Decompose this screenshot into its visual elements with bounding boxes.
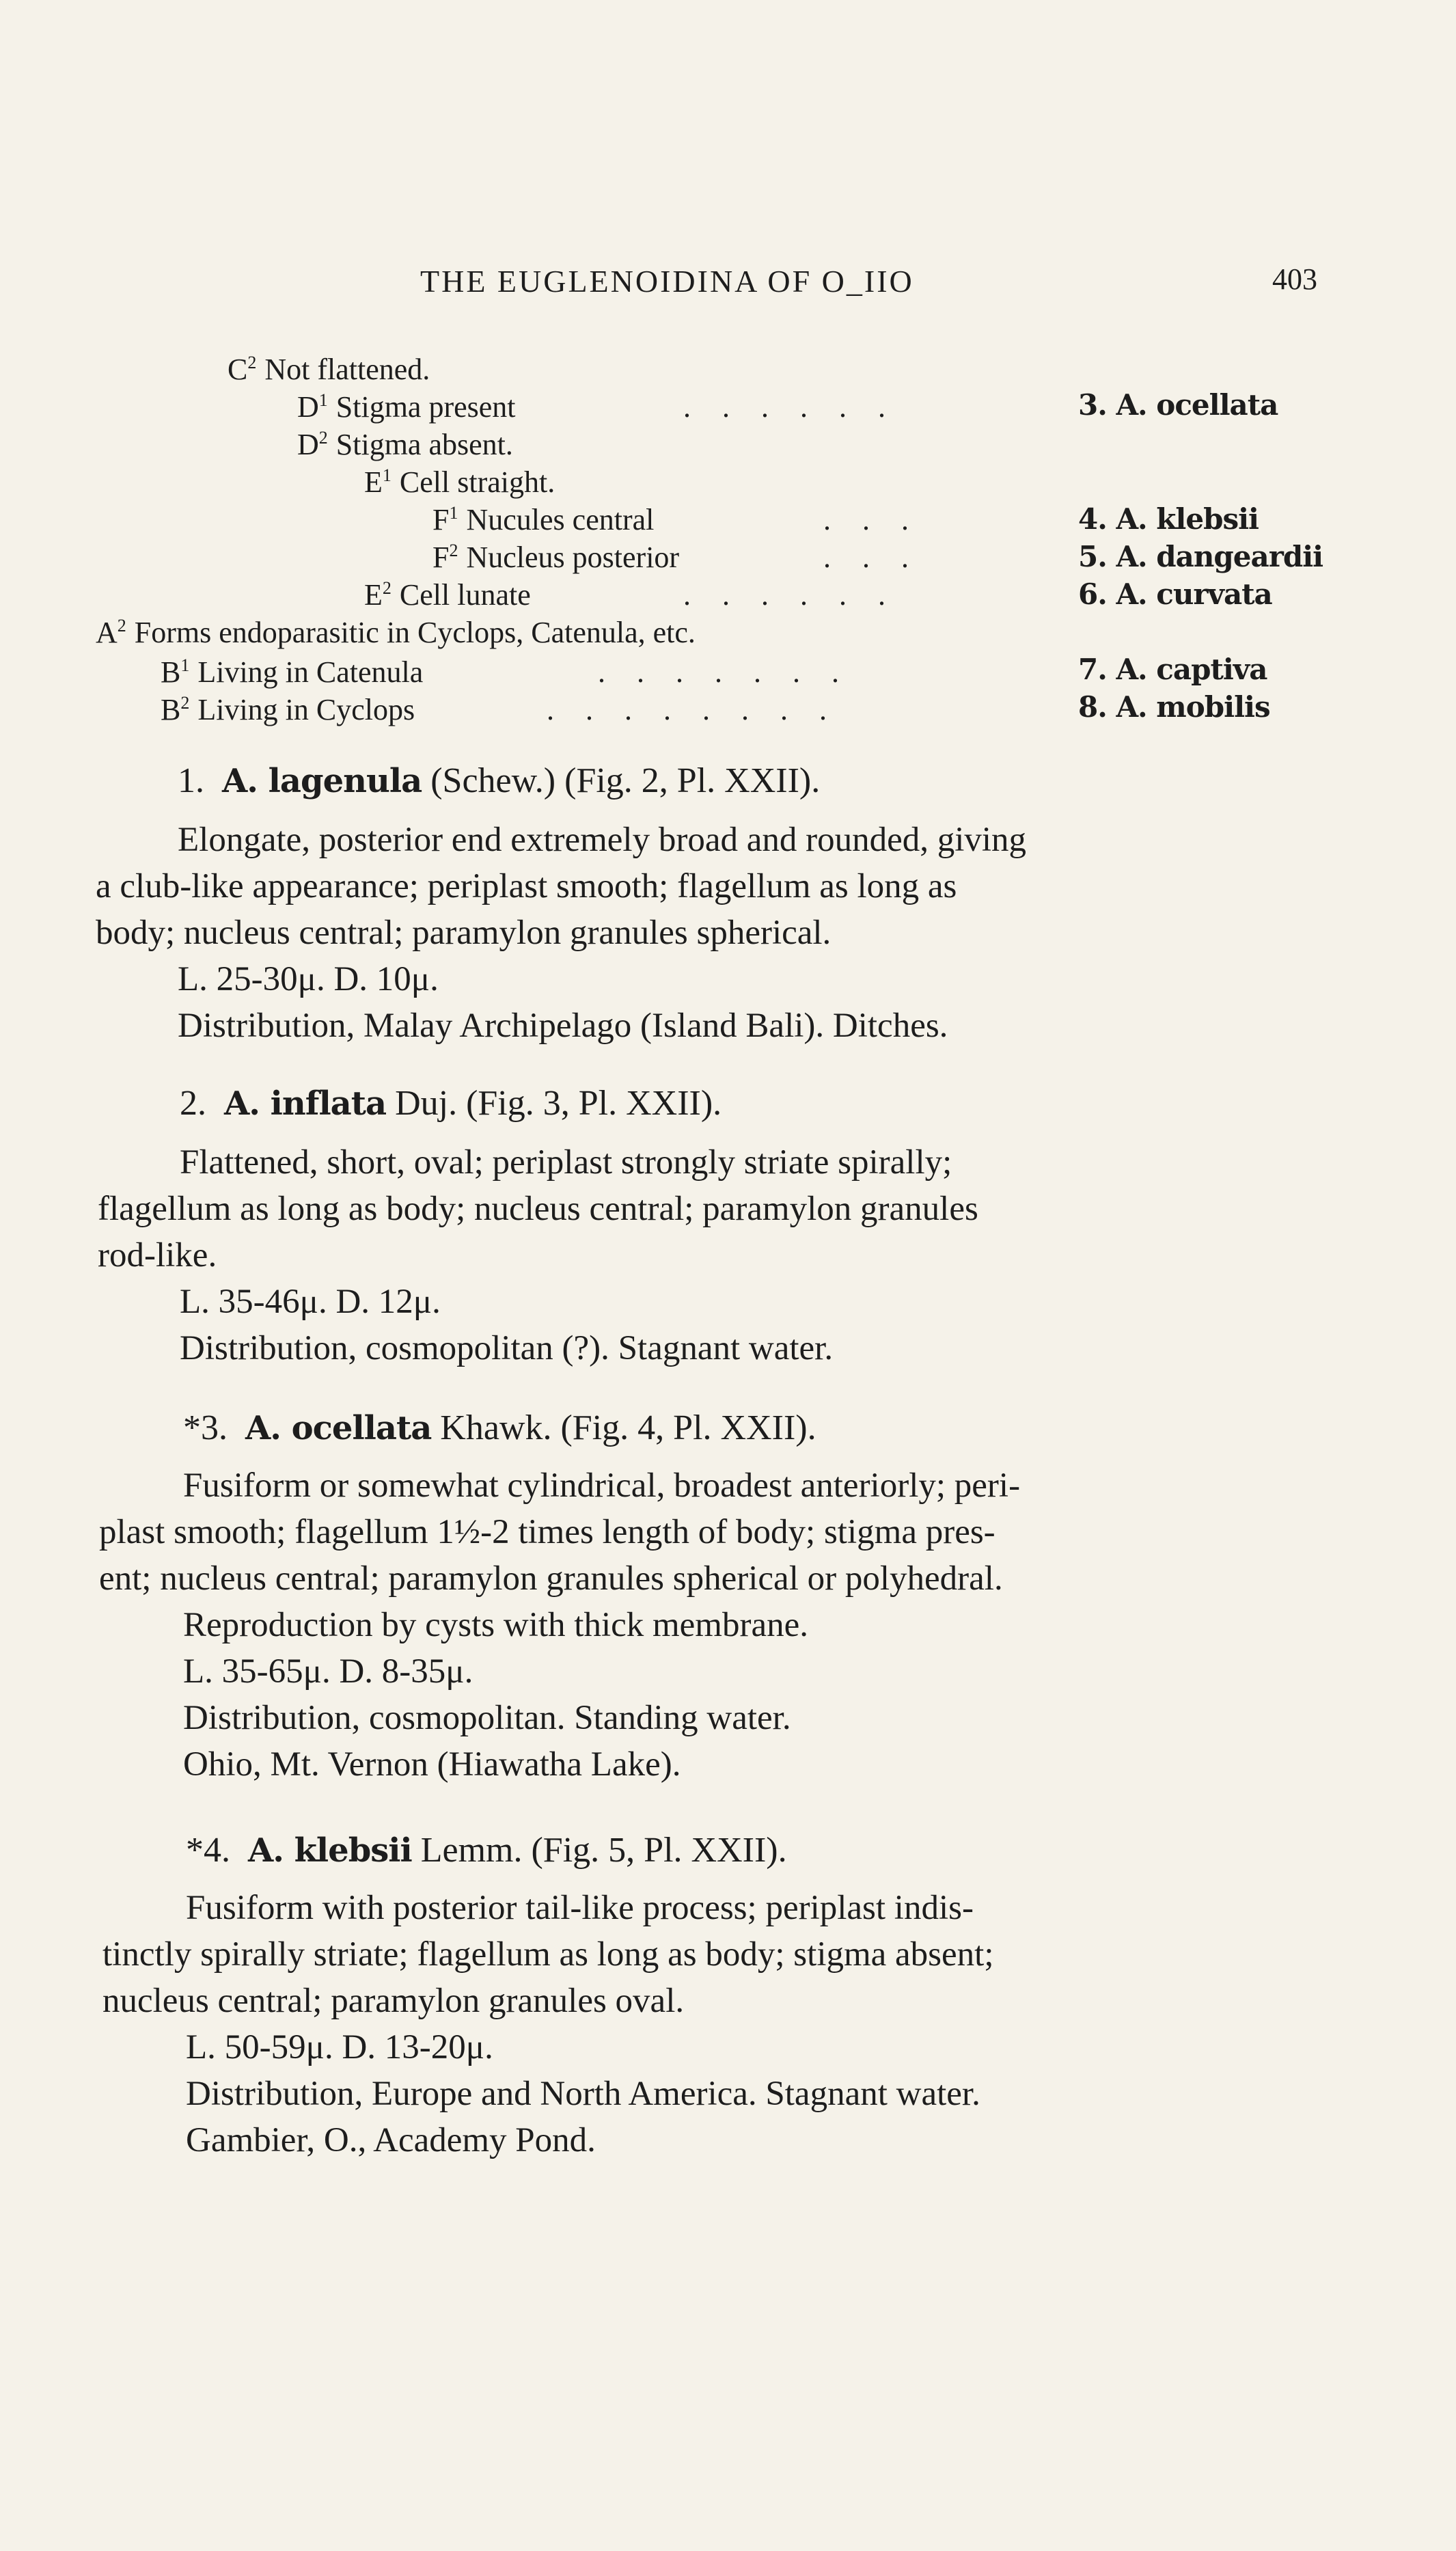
key-d1-result: 3. A. ocellata bbox=[1078, 388, 1278, 422]
key-f2-result: 5. A. dangeardii bbox=[1078, 540, 1323, 573]
key-e2-result: 6. A. curvata bbox=[1078, 577, 1272, 611]
key-e2: $E^2$ Cell lunate bbox=[364, 578, 531, 612]
page-number: 403 bbox=[1272, 262, 1317, 296]
running-head: THE EUGLENOIDINA OF O_IIO bbox=[420, 264, 914, 299]
key-c2: $C^2$ Not flattened. bbox=[228, 353, 430, 386]
key-b1-leader: ....... bbox=[598, 655, 870, 689]
description-line: Fusiform or somewhat cylindrical, broadest anteriorly; peri- bbox=[183, 1467, 1021, 1505]
description-line: tinctly spirally striate; flagellum as long as body; stigma absent; bbox=[102, 1935, 994, 1974]
key-f1: $F^1$ Nucules central bbox=[432, 503, 655, 536]
distribution: Distribution, cosmopolitan (?). Stagnant water. bbox=[180, 1329, 834, 1367]
reproduction: Reproduction by cysts with thick membrane. bbox=[183, 1606, 808, 1644]
key-b1: $B^1$ Living in Catenula bbox=[161, 655, 424, 689]
species-heading: *4. A. klebsii Lemm. (Fig. 5, Pl. XXII). bbox=[186, 1831, 787, 1870]
description-line: body; nucleus central; paramylon granules spherical. bbox=[96, 914, 832, 952]
key-e2-leader: ...... bbox=[683, 578, 917, 612]
description-line: flagellum as long as body; nucleus central; paramylon granules bbox=[98, 1190, 978, 1228]
key-b2: $B^2$ Living in Cyclops bbox=[161, 693, 415, 726]
measurements: L. 35-65μ. D. 8-35μ. bbox=[183, 1652, 473, 1691]
distribution: Distribution, Malay Archipelago (Island Bali). Ditches. bbox=[178, 1007, 948, 1045]
description-line: plast smooth; flagellum 1½-2 times length of body; stigma pres- bbox=[99, 1513, 995, 1551]
key-f1-leader: ... bbox=[823, 503, 940, 536]
description-line: a club-like appearance; periplast smooth; flagellum as long as bbox=[96, 867, 957, 905]
key-b2-result: 8. A. mobilis bbox=[1078, 690, 1270, 724]
distribution: Distribution, Europe and North America. Stagnant water. bbox=[186, 2075, 980, 2113]
key-f2: $F^2$ Nucleus posterior bbox=[432, 541, 680, 574]
key-a2: $A^2$ Forms endoparasitic in Cyclops, Catenula, etc. bbox=[96, 616, 696, 649]
locality: Ohio, Mt. Vernon (Hiawatha Lake). bbox=[183, 1745, 681, 1784]
key-d1: $D^1$ Stigma present bbox=[297, 390, 516, 424]
key-b1-result: 7. A. captiva bbox=[1078, 653, 1267, 686]
description-line: ent; nucleus central; paramylon granules spherical or polyhedral. bbox=[99, 1559, 1003, 1598]
description-line: Fusiform with posterior tail-like process; periplast indis- bbox=[186, 1889, 974, 1927]
species-heading: *3. A. ocellata Khawk. (Fig. 4, Pl. XXII). bbox=[183, 1408, 816, 1447]
species-heading: 1. A. lagenula (Schew.) (Fig. 2, Pl. XXII). bbox=[178, 761, 821, 800]
description-line: nucleus central; paramylon granules oval. bbox=[102, 1982, 685, 2020]
key-f2-leader: ... bbox=[823, 541, 940, 574]
measurements: L. 35-46μ. D. 12μ. bbox=[180, 1283, 441, 1321]
key-b2-leader: ........ bbox=[547, 693, 858, 726]
description-line: Elongate, posterior end extremely broad and rounded, giving bbox=[178, 821, 1027, 859]
measurements: L. 50-59μ. D. 13-20μ. bbox=[186, 2028, 493, 2066]
measurements: L. 25-30μ. D. 10μ. bbox=[178, 960, 439, 998]
key-f1-result: 4. A. klebsii bbox=[1078, 502, 1259, 536]
species-heading: 2. A. inflata Duj. (Fig. 3, Pl. XXII). bbox=[180, 1084, 722, 1123]
locality: Gambier, O., Academy Pond. bbox=[186, 2121, 596, 2159]
key-d2: $D^2$ Stigma absent. bbox=[297, 428, 513, 461]
key-d1-leader: ...... bbox=[683, 390, 917, 424]
description-line: Flattened, short, oval; periplast strongly striate spirally; bbox=[180, 1143, 952, 1182]
description-line: rod-like. bbox=[98, 1236, 217, 1274]
key-e1: $E^1$ Cell straight. bbox=[364, 465, 555, 499]
distribution: Distribution, cosmopolitan. Standing water. bbox=[183, 1699, 791, 1737]
